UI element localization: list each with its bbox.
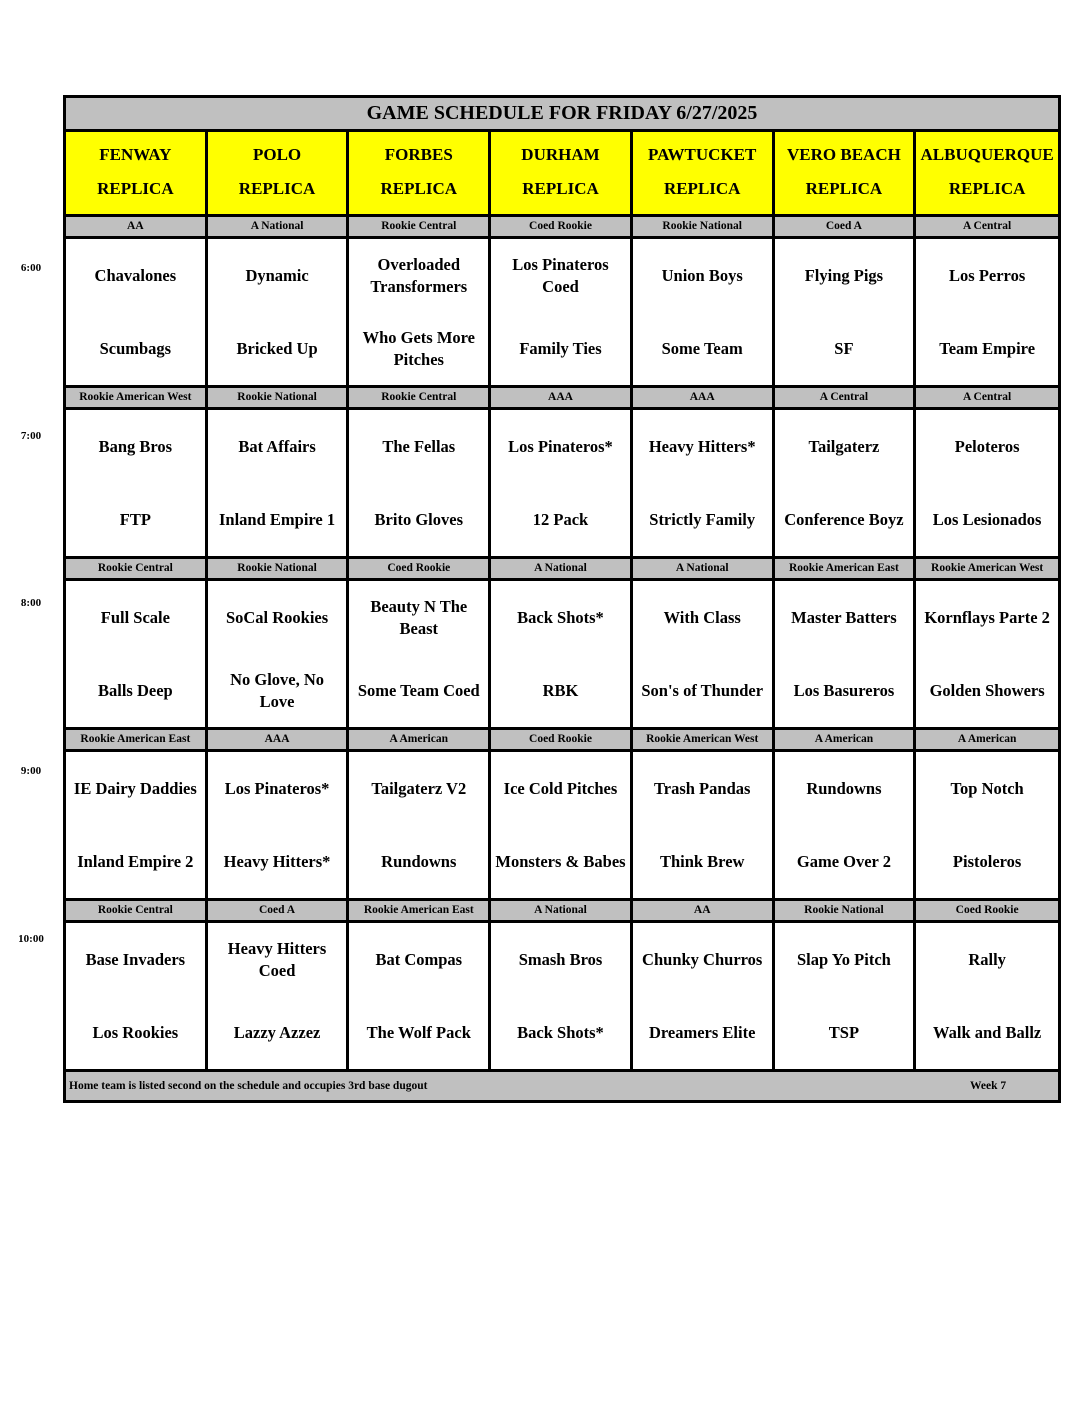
time-label-7-00: 7:00	[20, 430, 42, 442]
division-label: Rookie Central	[349, 217, 491, 236]
home-team: Some Team Coed	[357, 680, 480, 700]
away-team: Bat Affairs	[238, 436, 316, 456]
away-team: Kornflays Parte 2	[924, 607, 1050, 627]
field-name: POLO	[252, 145, 302, 164]
game-cell	[66, 752, 208, 898]
away-team: Bang Bros	[98, 436, 173, 456]
schedule-table	[63, 95, 1061, 1103]
away-team: Heavy Hitters*	[648, 436, 756, 456]
schedule-title: GAME SCHEDULE FOR FRIDAY 6/27/2025	[66, 98, 1058, 132]
division-label: Rookie American West	[66, 388, 208, 407]
game-cell	[66, 923, 208, 1069]
game-cell	[775, 410, 917, 556]
game-cell	[775, 239, 917, 385]
division-label: Coed A	[208, 901, 350, 920]
game-cell	[208, 410, 350, 556]
field-type: REPLICA	[663, 179, 741, 198]
home-team: Think Brew	[659, 851, 745, 871]
home-team: Pistoleros	[952, 851, 1022, 871]
time-label-8-00: 8:00	[20, 597, 42, 609]
game-cell	[633, 239, 775, 385]
game-cell	[916, 581, 1058, 727]
away-team: Los Perros	[949, 265, 1026, 285]
division-label: A National	[491, 559, 633, 578]
away-team: Los Pinateros Coed	[512, 254, 609, 296]
game-row	[66, 581, 1058, 730]
game-cell	[633, 410, 775, 556]
away-team: The Fellas	[382, 436, 456, 456]
division-row	[66, 559, 1058, 581]
away-team: IE Dairy Daddies	[73, 778, 197, 798]
division-label: A National	[491, 901, 633, 920]
home-team: Scumbags	[99, 338, 172, 358]
field-header	[491, 132, 633, 214]
home-team: Some Team	[661, 338, 743, 358]
field-type: REPLICA	[380, 179, 458, 198]
schedule-footer	[66, 1072, 1058, 1100]
away-team: Dynamic	[245, 265, 309, 285]
away-team: Peloteros	[954, 436, 1020, 456]
field-type: REPLICA	[238, 179, 316, 198]
week-label: Week 7	[970, 1080, 1007, 1092]
away-team: Trash Pandas	[653, 778, 751, 798]
game-cell	[66, 239, 208, 385]
division-label: Rookie American East	[349, 901, 491, 920]
division-label: A National	[208, 217, 350, 236]
division-row	[66, 217, 1058, 239]
game-cell	[775, 581, 917, 727]
game-cell	[916, 239, 1058, 385]
away-team: Top Notch	[950, 778, 1024, 798]
game-row	[66, 923, 1058, 1072]
away-team: Back Shots*	[517, 607, 604, 627]
home-team: Son's of Thunder	[641, 680, 764, 700]
home-team: 12 Pack	[532, 509, 589, 529]
game-cell	[775, 752, 917, 898]
away-team: With Class	[663, 607, 741, 627]
home-team: Family Ties	[519, 338, 602, 358]
division-label: Rookie American East	[66, 730, 208, 749]
home-team: Balls Deep	[97, 680, 173, 700]
field-header	[633, 132, 775, 214]
away-team: SoCal Rookies	[225, 607, 329, 627]
game-cell	[208, 923, 350, 1069]
division-label: Rookie National	[775, 901, 917, 920]
away-team: Rally	[968, 949, 1006, 969]
division-label: Coed Rookie	[491, 730, 633, 749]
home-team: FTP	[119, 509, 151, 529]
home-team: Dreamers Elite	[648, 1022, 756, 1042]
home-team: The Wolf Pack	[366, 1022, 471, 1042]
time-label-9-00: 9:00	[20, 765, 42, 777]
division-label: Rookie Central	[349, 388, 491, 407]
field-header	[916, 132, 1058, 214]
game-row	[66, 410, 1058, 559]
division-label: AA	[633, 901, 775, 920]
away-team: Overloaded Transformers	[370, 254, 468, 296]
field-name: PAWTUCKET	[648, 145, 757, 164]
game-cell	[775, 923, 917, 1069]
division-label: Rookie National	[208, 388, 350, 407]
home-team: Los Basureros	[793, 680, 895, 700]
field-type: REPLICA	[948, 179, 1026, 198]
field-header	[66, 132, 208, 214]
division-label: A National	[633, 559, 775, 578]
game-cell	[916, 410, 1058, 556]
away-team: Base Invaders	[85, 949, 186, 969]
division-label: Coed Rookie	[491, 217, 633, 236]
game-cell	[208, 239, 350, 385]
game-cell	[491, 752, 633, 898]
game-cell	[349, 752, 491, 898]
home-team: Brito Gloves	[374, 509, 463, 529]
home-team: Strictly Family	[649, 509, 756, 529]
away-team: Los Pinateros*	[224, 778, 330, 798]
away-team: Chunky Churros	[642, 949, 763, 969]
field-header-row	[66, 132, 1058, 217]
game-cell	[208, 752, 350, 898]
game-cell	[66, 581, 208, 727]
time-labels	[0, 0, 62, 1408]
field-type: REPLICA	[97, 179, 174, 198]
game-cell	[208, 581, 350, 727]
away-team: Tailgaterz	[808, 436, 880, 456]
game-cell	[633, 581, 775, 727]
field-name: VERO BEACH	[787, 145, 901, 164]
away-team: Chavalones	[94, 265, 177, 285]
home-team: Bricked Up	[236, 338, 318, 358]
division-label: AAA	[208, 730, 350, 749]
field-header	[349, 132, 491, 214]
home-team: Conference Boyz	[784, 509, 904, 529]
away-team: Union Boys	[661, 265, 743, 285]
time-label-6-00: 6:00	[20, 262, 42, 274]
game-cell	[491, 410, 633, 556]
game-cell	[349, 410, 491, 556]
division-label: A Central	[963, 391, 1012, 403]
home-team: Game Over 2	[796, 851, 891, 871]
division-label: Coed Rookie	[349, 559, 491, 578]
game-row	[66, 752, 1058, 901]
division-label: A Central	[775, 388, 917, 407]
home-team: Golden Showers	[929, 680, 1045, 700]
time-label-10-00: 10:00	[18, 933, 44, 945]
home-team: Who Gets More Pitches	[362, 327, 475, 369]
division-label: AA	[66, 217, 208, 236]
home-team-note: Home team is listed second on the schedule and occupies 3rd base dugout	[69, 1080, 428, 1092]
division-label: Coed Rookie	[955, 904, 1019, 916]
game-cell	[491, 923, 633, 1069]
home-team: Heavy Hitters*	[223, 851, 331, 871]
away-team: Bat Compas	[375, 949, 463, 969]
away-team: Los Pinateros*	[508, 436, 613, 456]
home-team: TSP	[828, 1022, 860, 1042]
game-cell	[349, 923, 491, 1069]
away-team: Rundowns	[806, 778, 882, 798]
home-team: Back Shots*	[517, 1022, 604, 1042]
field-name: DURHAM	[521, 145, 600, 164]
away-team: Tailgaterz V2	[371, 778, 467, 798]
game-cell	[349, 239, 491, 385]
away-team: Beauty N The Beast	[370, 596, 468, 638]
home-team: Lazzy Azzez	[233, 1022, 321, 1042]
division-label: A Central	[963, 220, 1012, 232]
home-team: RBK	[542, 680, 579, 700]
field-header	[775, 132, 917, 214]
game-cell	[916, 752, 1058, 898]
division-label: A American	[957, 733, 1017, 745]
game-cell	[491, 581, 633, 727]
game-row	[66, 239, 1058, 388]
field-header	[208, 132, 350, 214]
division-label: Rookie Central	[66, 559, 208, 578]
division-label: AAA	[491, 388, 633, 407]
division-label: Rookie National	[633, 217, 775, 236]
division-row	[66, 388, 1058, 410]
home-team: Monsters & Babes	[495, 851, 626, 871]
field-name: FORBES	[384, 145, 453, 164]
division-label: A American	[349, 730, 491, 749]
division-label: AAA	[633, 388, 775, 407]
division-label: Coed A	[775, 217, 917, 236]
away-team: Flying Pigs	[804, 265, 884, 285]
away-team: Smash Bros	[518, 949, 603, 969]
away-team: Slap Yo Pitch	[797, 949, 891, 969]
home-team: Inland Empire 2	[77, 851, 194, 871]
division-row	[66, 901, 1058, 923]
field-type: REPLICA	[805, 179, 883, 198]
game-cell	[916, 923, 1058, 1069]
away-team: Ice Cold Pitches	[503, 778, 618, 798]
game-cell	[491, 239, 633, 385]
away-team: Heavy Hitters Coed	[227, 938, 327, 980]
division-label: Rookie American West	[931, 562, 1044, 574]
away-team: Master Batters	[791, 607, 897, 627]
home-team: SF	[834, 338, 854, 358]
division-label: Rookie American West	[633, 730, 775, 749]
game-cell	[633, 752, 775, 898]
game-cell	[633, 923, 775, 1069]
home-team: Walk and Ballz	[933, 1022, 1042, 1042]
field-name: ALBUQUERQUE	[920, 145, 1054, 164]
division-label: Rookie National	[208, 559, 350, 578]
game-cell	[66, 410, 208, 556]
division-row	[66, 730, 1058, 752]
home-team: No Glove, No Love	[230, 669, 325, 711]
game-cell	[349, 581, 491, 727]
field-name: FENWAY	[99, 145, 172, 164]
division-label: Rookie Central	[66, 901, 208, 920]
home-team: Rundowns	[381, 851, 457, 871]
division-label: A American	[775, 730, 917, 749]
home-team: Team Empire	[939, 338, 1036, 358]
field-type: REPLICA	[522, 179, 599, 198]
home-team: Los Rookies	[92, 1022, 179, 1042]
home-team: Inland Empire 1	[218, 509, 336, 529]
away-team: Full Scale	[100, 607, 170, 627]
division-label: Rookie American East	[775, 559, 917, 578]
home-team: Los Lesionados	[932, 509, 1042, 529]
